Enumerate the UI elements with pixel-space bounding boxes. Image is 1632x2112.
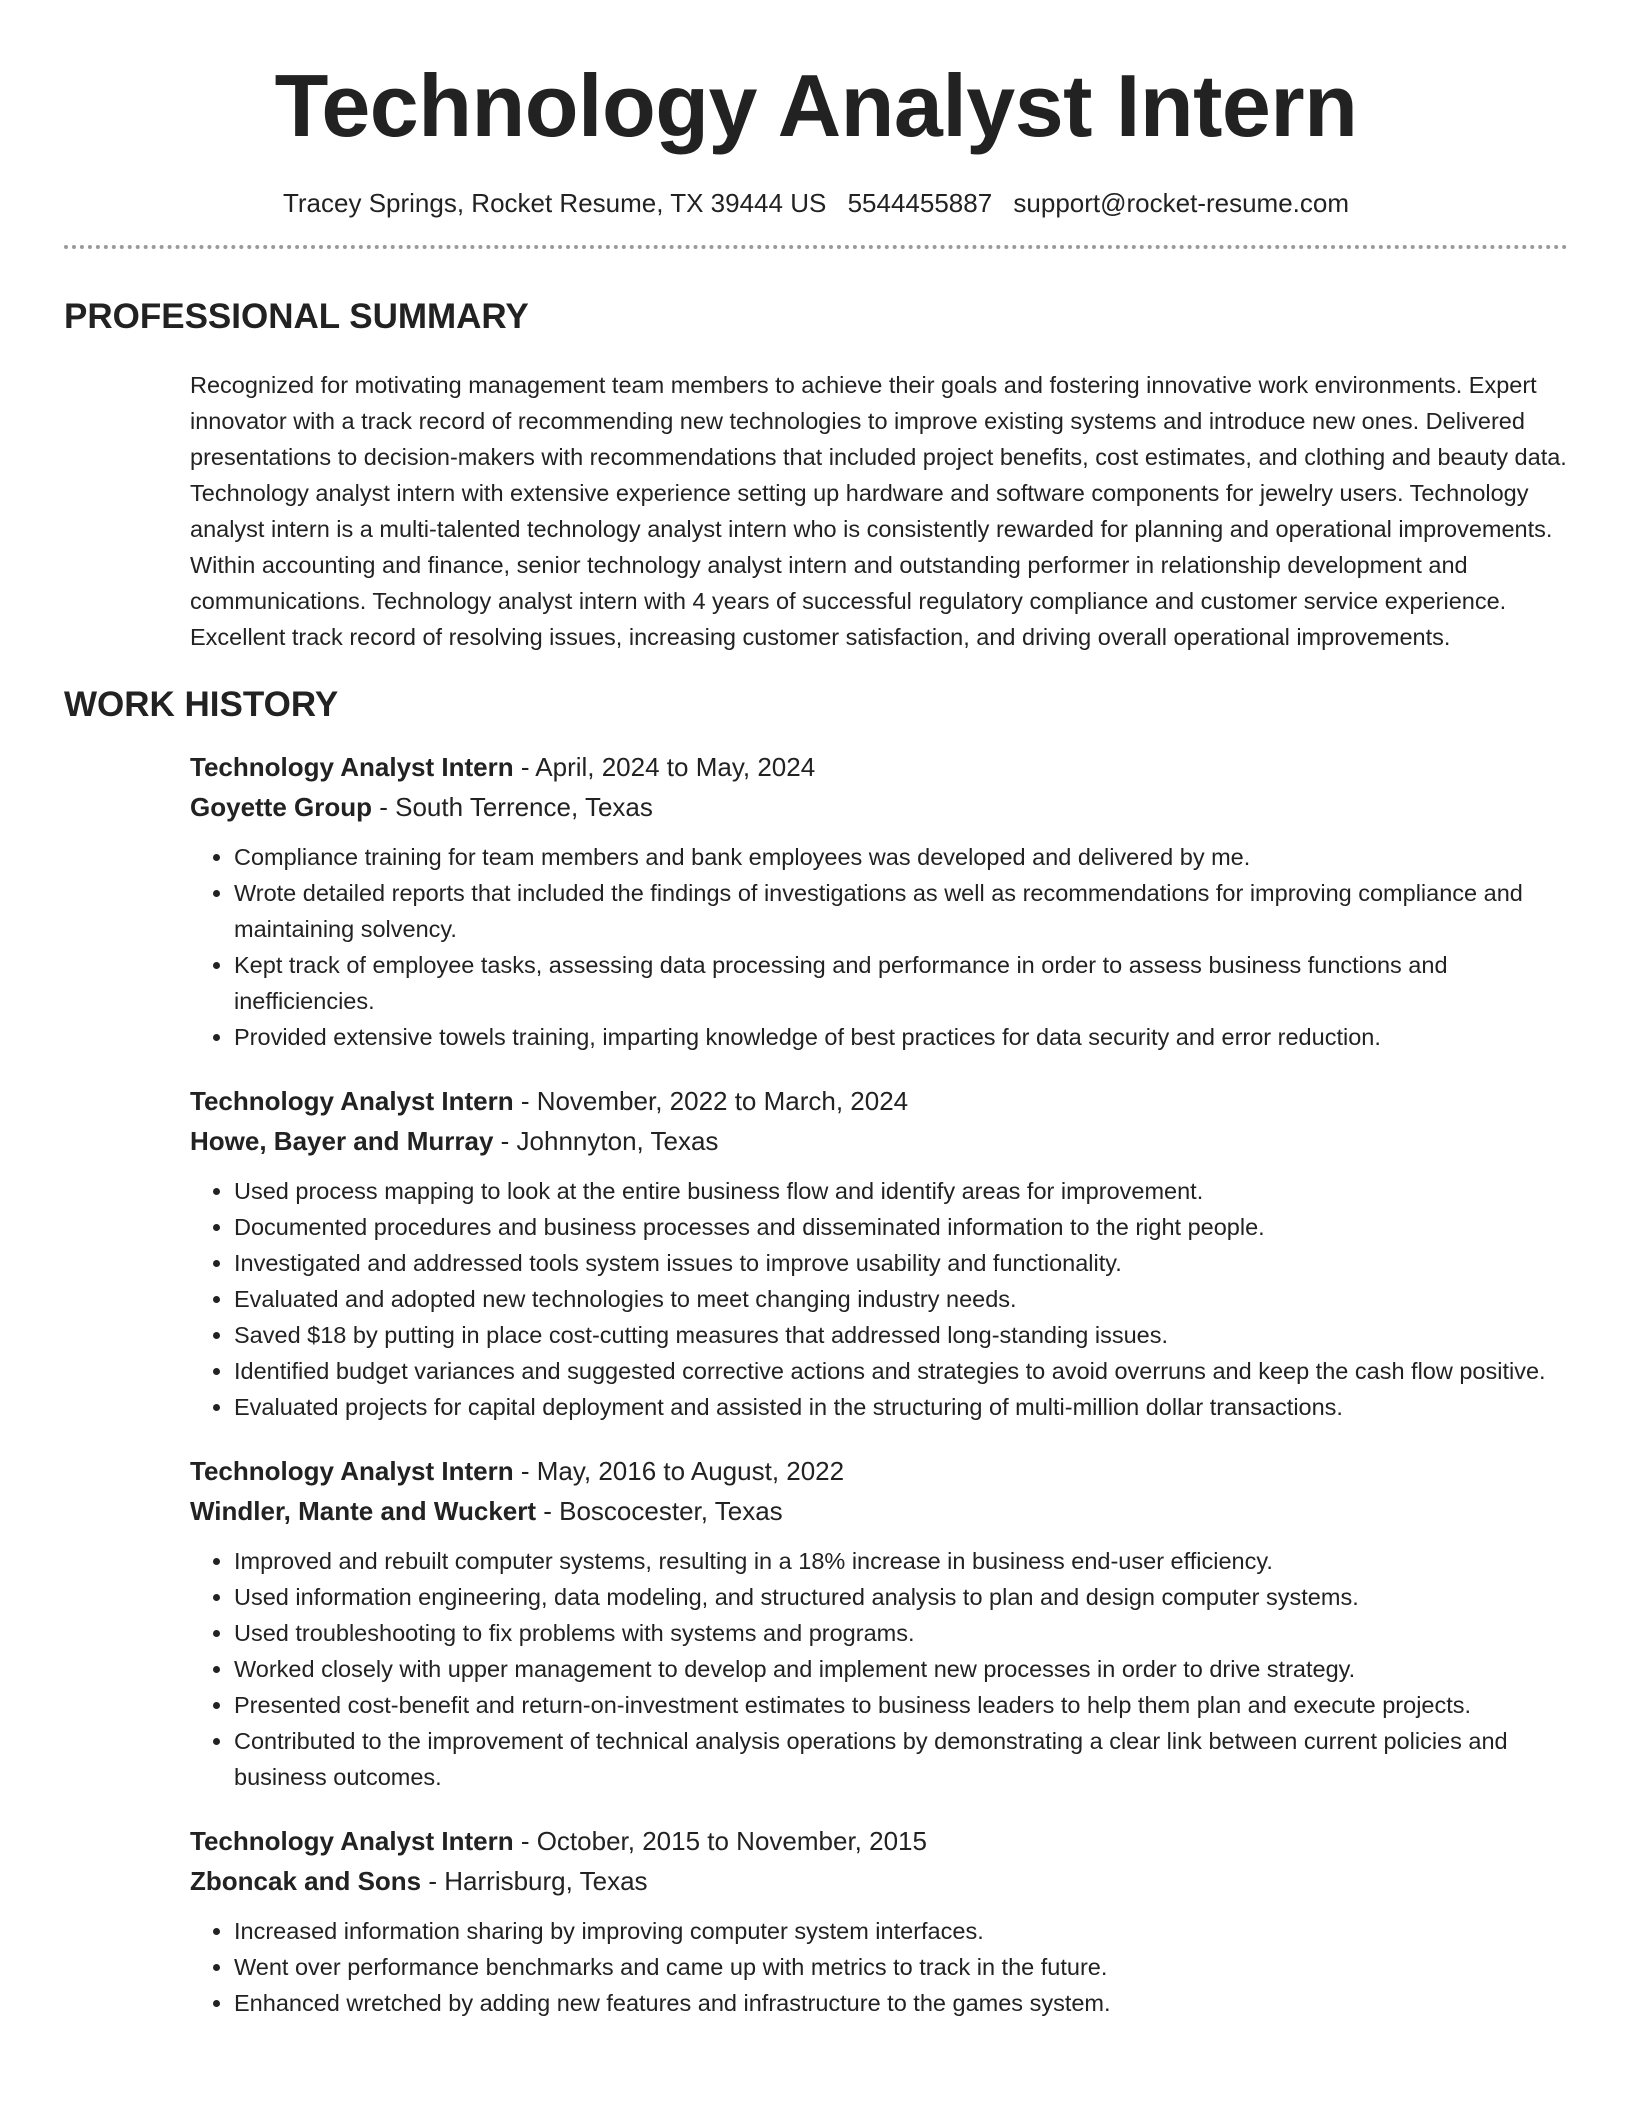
job-entry: [190, 1081, 1568, 1425]
job-bullet: • Enhanced wretched by adding new features and infrastructure to the games system.: [234, 1985, 1568, 2021]
job-bullet: • Compliance training for team members and bank employees was developed and delivered by me.: [234, 839, 1568, 875]
job-bullet: • Went over performance benchmarks and came up with metrics to track in the future.: [234, 1949, 1568, 1985]
job-dates: - October, 2015 to November, 2015: [513, 1826, 927, 1856]
job-bullets: [190, 1543, 1568, 1795]
summary-section: [190, 367, 1568, 655]
work-history-section: [190, 747, 1568, 2021]
job-role: Technology Analyst Intern: [190, 1826, 514, 1856]
job-bullets: [190, 1913, 1568, 2021]
resume-page: [64, 0, 1568, 2021]
summary-text: Recognized for motivating management team members to achieve their goals and fostering innovative work environments. Expert innovator with a track record of recommending new technologies to improve existing systems and introduce new ones. Delivered presentations to decision-makers with recommendations that included project benefits, cost estimates, and clothing and beauty data. Technology analyst intern with extensive experience setting up hardware and software components for jewelry users. Technology analyst intern is a multi-talented technology analyst intern who is consistently rewarded for planning and operational improvements. Within accounting and finance, senior technology analyst intern and outstanding performer in relationship development and communications. Technology analyst intern with 4 years of successful regulatory compliance and customer service experience. Excellent track record of resolving issues, increasing customer satisfaction, and driving overall operational improvements.: [190, 372, 1567, 650]
job-company-line: [190, 1491, 1568, 1531]
job-company-line: [190, 787, 1568, 827]
job-title-line: [190, 747, 1568, 787]
job-bullet: • Documented procedures and business processes and disseminated information to the right people.: [234, 1209, 1568, 1245]
contact-email: support@rocket-resume.com: [1013, 188, 1350, 218]
job-location: - Boscocester, Texas: [536, 1496, 783, 1526]
job-role: Technology Analyst Intern: [190, 1456, 514, 1486]
job-location: - South Terrence, Texas: [372, 792, 653, 822]
job-bullet: • Provided extensive towels training, imparting knowledge of best practices for data security and error reduction.: [234, 1019, 1568, 1055]
job-bullet: • Used process mapping to look at the entire business flow and identify areas for improvement.: [234, 1173, 1568, 1209]
job-dates: - November, 2022 to March, 2024: [513, 1086, 909, 1116]
job-title-line: [190, 1821, 1568, 1861]
contact-address: Tracey Springs, Rocket Resume, TX 39444 US: [282, 188, 827, 218]
job-bullet: • Wrote detailed reports that included the findings of investigations as well as recommendations for improving compliance and maintaining solvency.: [234, 875, 1568, 947]
header-divider: [64, 245, 1568, 249]
job-bullet: • Evaluated and adopted new technologies to meet changing industry needs.: [234, 1281, 1568, 1317]
job-company-line: [190, 1861, 1568, 1901]
job-entry: [190, 1821, 1568, 2021]
job-company-line: [190, 1121, 1568, 1161]
job-bullet: • Identified budget variances and suggested corrective actions and strategies to avoid overruns and keep the cash flow positive.: [234, 1353, 1568, 1389]
job-title-line: [190, 1081, 1568, 1121]
job-dates: - April, 2024 to May, 2024: [513, 752, 816, 782]
job-bullet: • Contributed to the improvement of technical analysis operations by demonstrating a clear link between current policies and business outcomes.: [234, 1723, 1568, 1795]
contact-phone: 5544455887: [847, 188, 993, 218]
job-bullet: • Improved and rebuilt computer systems, resulting in a 18% increase in business end-user efficiency.: [234, 1543, 1568, 1579]
job-bullet: • Kept track of employee tasks, assessing data processing and performance in order to assess business functions and inefficiencies.: [234, 947, 1568, 1019]
job-company: Zboncak and Sons: [190, 1866, 422, 1896]
summary-section-title: PROFESSIONAL SUMMARY: [64, 297, 529, 336]
candidate-name: Technology Analyst Intern: [274, 56, 1358, 155]
job-bullet: • Saved $18 by putting in place cost-cutting measures that addressed long-standing issues.: [234, 1317, 1568, 1353]
job-bullet: • Evaluated projects for capital deployment and assisted in the structuring of multi-million dollar transactions.: [234, 1389, 1568, 1425]
job-bullet: • Used troubleshooting to fix problems with systems and programs.: [234, 1615, 1568, 1651]
job-bullet: • Presented cost-benefit and return-on-investment estimates to business leaders to help them plan and execute projects.: [234, 1687, 1568, 1723]
work-history-section-title: WORK HISTORY: [64, 685, 339, 724]
job-company: Howe, Bayer and Murray: [190, 1126, 494, 1156]
job-dates: - May, 2016 to August, 2022: [513, 1456, 845, 1486]
job-entry: [190, 747, 1568, 1055]
job-location: - Harrisburg, Texas: [421, 1866, 648, 1896]
job-bullet: • Used information engineering, data modeling, and structured analysis to plan and design computer systems.: [234, 1579, 1568, 1615]
job-role: Technology Analyst Intern: [190, 752, 514, 782]
job-title-line: [190, 1451, 1568, 1491]
job-bullet: • Increased information sharing by improving computer system interfaces.: [234, 1913, 1568, 1949]
job-company: Goyette Group: [190, 792, 373, 822]
job-bullets: [190, 1173, 1568, 1425]
job-bullet: • Worked closely with upper management to develop and implement new processes in order to drive strategy.: [234, 1651, 1568, 1687]
job-bullets: [190, 839, 1568, 1055]
contact-line: [64, 188, 1568, 219]
job-entry: [190, 1451, 1568, 1795]
job-bullet: • Investigated and addressed tools system issues to improve usability and functionality.: [234, 1245, 1568, 1281]
job-role: Technology Analyst Intern: [190, 1086, 514, 1116]
job-company: Windler, Mante and Wuckert: [190, 1496, 537, 1526]
job-location: - Johnnyton, Texas: [493, 1126, 719, 1156]
